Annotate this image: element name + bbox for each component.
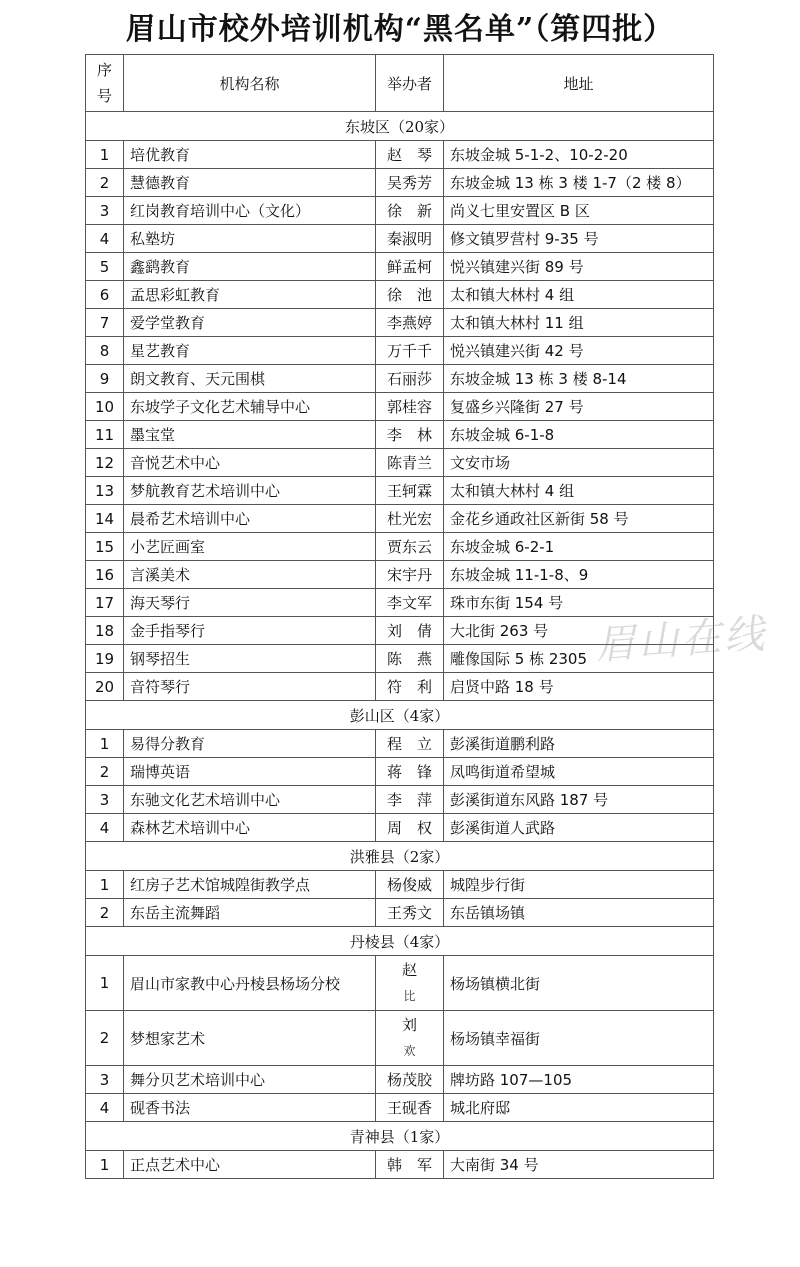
row-number: 7 (86, 309, 124, 337)
org-address: 太和镇大林村 11 组 (444, 309, 714, 337)
org-address: 金花乡通政社区新街 58 号 (444, 505, 714, 533)
org-holder (376, 1011, 444, 1066)
org-holder: 程 立 (376, 730, 444, 758)
table-row (86, 169, 714, 197)
org-name: 音符琴行 (124, 673, 376, 701)
holder-surname: 赵 (401, 961, 417, 979)
row-number: 1 (86, 1151, 124, 1179)
district-row (86, 842, 714, 871)
district-row (86, 927, 714, 956)
table-row (86, 730, 714, 758)
org-name: 私塾坊 (124, 225, 376, 253)
org-holder: 宋宇丹 (376, 561, 444, 589)
row-number: 14 (86, 505, 124, 533)
row-number: 3 (86, 197, 124, 225)
org-name: 森林艺术培训中心 (124, 814, 376, 842)
table-row (86, 533, 714, 561)
org-address: 东坡金城 13 栋 3 楼 8-14 (444, 365, 714, 393)
org-holder: 陈 燕 (376, 645, 444, 673)
org-name: 星艺教育 (124, 337, 376, 365)
org-name: 言溪美术 (124, 561, 376, 589)
org-name: 海天琴行 (124, 589, 376, 617)
district-label: 东坡区（20家） (86, 112, 714, 141)
table-row (86, 253, 714, 281)
org-address: 雕像国际 5 栋 2305 (444, 645, 714, 673)
org-name: 朗文教育、天元围棋 (124, 365, 376, 393)
row-number: 4 (86, 225, 124, 253)
table-row (86, 365, 714, 393)
table-row (86, 197, 714, 225)
org-address: 东坡金城 5-1-2、10-2-20 (444, 141, 714, 169)
org-holder: 李文军 (376, 589, 444, 617)
row-number: 6 (86, 281, 124, 309)
row-number: 9 (86, 365, 124, 393)
org-address: 文安市场 (444, 449, 714, 477)
table-row (86, 1151, 714, 1179)
org-holder: 万千千 (376, 337, 444, 365)
org-name: 晨希艺术培训中心 (124, 505, 376, 533)
row-number: 3 (86, 1066, 124, 1094)
org-holder: 杜光宏 (376, 505, 444, 533)
org-holder: 鲜孟柯 (376, 253, 444, 281)
org-address: 彭溪街道鹏利路 (444, 730, 714, 758)
org-address: 大北街 263 号 (444, 617, 714, 645)
org-holder: 王轲霖 (376, 477, 444, 505)
org-name: 东坡学子文化艺术辅导中心 (124, 393, 376, 421)
header-number: 序 号 (86, 55, 124, 112)
row-number: 15 (86, 533, 124, 561)
org-name: 东岳主流舞蹈 (124, 899, 376, 927)
org-holder: 王秀文 (376, 899, 444, 927)
org-name: 梦航教育艺术培训中心 (124, 477, 376, 505)
org-address: 悦兴镇建兴街 89 号 (444, 253, 714, 281)
org-address: 城北府邸 (444, 1094, 714, 1122)
table-row (86, 956, 714, 1011)
row-number: 19 (86, 645, 124, 673)
table-row (86, 673, 714, 701)
row-number: 12 (86, 449, 124, 477)
org-address: 启贤中路 18 号 (444, 673, 714, 701)
org-holder: 杨俊威 (376, 871, 444, 899)
org-address: 大南街 34 号 (444, 1151, 714, 1179)
org-holder: 贾东云 (376, 533, 444, 561)
org-holder: 周 权 (376, 814, 444, 842)
table-row (86, 505, 714, 533)
table-row (86, 449, 714, 477)
table-row (86, 225, 714, 253)
table-row (86, 1066, 714, 1094)
org-holder: 蒋 锋 (376, 758, 444, 786)
table-row (86, 309, 714, 337)
row-number: 5 (86, 253, 124, 281)
table-row (86, 337, 714, 365)
org-name: 砚香书法 (124, 1094, 376, 1122)
org-name: 培优教育 (124, 141, 376, 169)
watermark-text: 眉山在线 (593, 611, 769, 669)
org-holder: 李燕婷 (376, 309, 444, 337)
table-row (86, 871, 714, 899)
row-number: 20 (86, 673, 124, 701)
district-label: 丹棱县（4家） (86, 927, 714, 956)
district-row (86, 112, 714, 141)
org-name: 舞分贝艺术培训中心 (124, 1066, 376, 1094)
org-address: 太和镇大林村 4 组 (444, 477, 714, 505)
org-holder: 郭桂容 (376, 393, 444, 421)
row-number: 2 (86, 1011, 124, 1066)
district-row (86, 701, 714, 730)
org-name: 眉山市家教中心丹棱县杨场分校 (124, 956, 376, 1011)
org-holder (376, 956, 444, 1011)
org-name: 红岗教育培训中心（文化） (124, 197, 376, 225)
org-address: 太和镇大林村 4 组 (444, 281, 714, 309)
document-title: 眉山市校外培训机构“黑名单”（第四批） (125, 12, 675, 47)
row-number: 4 (86, 1094, 124, 1122)
holder-given-name: 欢 (403, 1044, 416, 1058)
header-address: 地址 (444, 55, 714, 112)
org-address: 彭溪街道人武路 (444, 814, 714, 842)
holder-surname: 刘 (401, 1016, 417, 1034)
org-address: 修文镇罗营村 9-35 号 (444, 225, 714, 253)
org-name: 钢琴招生 (124, 645, 376, 673)
table-row (86, 141, 714, 169)
org-holder: 石丽莎 (376, 365, 444, 393)
row-number: 4 (86, 814, 124, 842)
org-holder: 李 萍 (376, 786, 444, 814)
org-address: 珠市东街 154 号 (444, 589, 714, 617)
row-number: 1 (86, 730, 124, 758)
org-holder: 徐 池 (376, 281, 444, 309)
org-address: 尚义七里安置区 B 区 (444, 197, 714, 225)
org-holder: 杨茂胶 (376, 1066, 444, 1094)
table-row (86, 1011, 714, 1066)
header-holder: 举办者 (376, 55, 444, 112)
table-row (86, 421, 714, 449)
org-name: 金手指琴行 (124, 617, 376, 645)
org-holder: 陈青兰 (376, 449, 444, 477)
org-address: 东坡金城 11-1-8、9 (444, 561, 714, 589)
district-label: 彭山区（4家） (86, 701, 714, 730)
org-holder: 刘 倩 (376, 617, 444, 645)
row-number: 18 (86, 617, 124, 645)
table-row (86, 786, 714, 814)
header-org-name: 机构名称 (124, 55, 376, 112)
row-number: 3 (86, 786, 124, 814)
org-name: 红房子艺术馆城隍街教学点 (124, 871, 376, 899)
row-number: 1 (86, 956, 124, 1011)
row-number: 2 (86, 758, 124, 786)
row-number: 10 (86, 393, 124, 421)
org-holder: 李 林 (376, 421, 444, 449)
org-address: 凤鸣街道希望城 (444, 758, 714, 786)
org-name: 鑫鹞教育 (124, 253, 376, 281)
row-number: 11 (86, 421, 124, 449)
table-row (86, 393, 714, 421)
table-row (86, 1094, 714, 1122)
district-row (86, 1122, 714, 1151)
org-address: 东坡金城 6-1-8 (444, 421, 714, 449)
table-row (86, 477, 714, 505)
org-name: 梦想家艺术 (124, 1011, 376, 1066)
org-name: 墨宝堂 (124, 421, 376, 449)
org-name: 正点艺术中心 (124, 1151, 376, 1179)
holder-given-name: 比 (403, 989, 416, 1003)
org-name: 易得分教育 (124, 730, 376, 758)
row-number: 16 (86, 561, 124, 589)
org-holder: 吴秀芳 (376, 169, 444, 197)
org-name: 音悦艺术中心 (124, 449, 376, 477)
org-name: 东驰文化艺术培训中心 (124, 786, 376, 814)
table-row (86, 561, 714, 589)
org-name: 慧德教育 (124, 169, 376, 197)
org-address: 彭溪街道东风路 187 号 (444, 786, 714, 814)
org-address: 城隍步行街 (444, 871, 714, 899)
org-address: 牌坊路 107—105 (444, 1066, 714, 1094)
row-number: 2 (86, 899, 124, 927)
org-name: 瑞博英语 (124, 758, 376, 786)
org-name: 小艺匠画室 (124, 533, 376, 561)
table-header-row (86, 55, 714, 112)
district-label: 洪雅县（2家） (86, 842, 714, 871)
org-holder: 韩 军 (376, 1151, 444, 1179)
org-address: 悦兴镇建兴街 42 号 (444, 337, 714, 365)
table-row (86, 758, 714, 786)
row-number: 13 (86, 477, 124, 505)
table-row (86, 899, 714, 927)
org-holder: 符 利 (376, 673, 444, 701)
org-name: 孟思彩虹教育 (124, 281, 376, 309)
org-address: 东坡金城 6-2-1 (444, 533, 714, 561)
org-address: 复盛乡兴隆街 27 号 (444, 393, 714, 421)
org-holder: 王砚香 (376, 1094, 444, 1122)
org-holder: 秦淑明 (376, 225, 444, 253)
district-label: 青神县（1家） (86, 1122, 714, 1151)
org-address: 东坡金城 13 栋 3 楼 1-7（2 楼 8） (444, 169, 714, 197)
org-holder: 赵 琴 (376, 141, 444, 169)
org-address: 杨场镇横北街 (444, 956, 714, 1011)
row-number: 1 (86, 141, 124, 169)
row-number: 1 (86, 871, 124, 899)
org-address: 杨场镇幸福街 (444, 1011, 714, 1066)
org-address: 东岳镇场镇 (444, 899, 714, 927)
row-number: 2 (86, 169, 124, 197)
table-row (86, 814, 714, 842)
table-row (86, 281, 714, 309)
org-holder: 徐 新 (376, 197, 444, 225)
org-name: 爱学堂教育 (124, 309, 376, 337)
row-number: 17 (86, 589, 124, 617)
row-number: 8 (86, 337, 124, 365)
